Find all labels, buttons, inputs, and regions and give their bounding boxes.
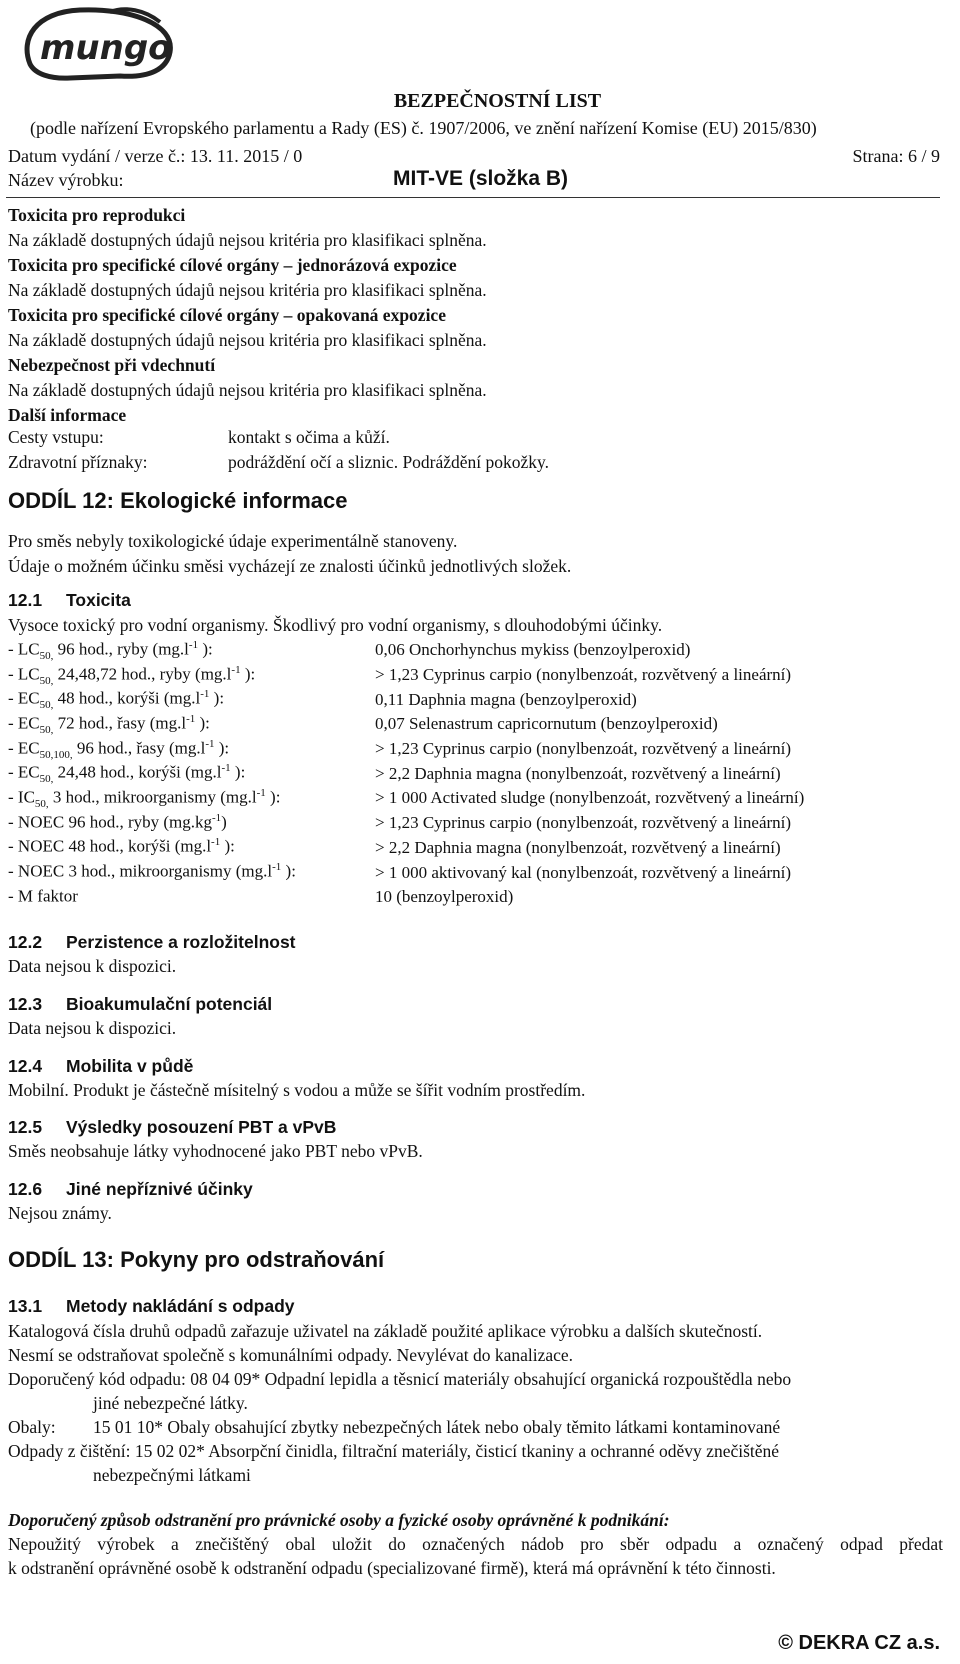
table-row — [8, 860, 804, 885]
endpoint-mid: 96 hod., ryby (mg.l — [53, 639, 189, 659]
value-cell: 0,07 Selenastrum capricornutum (benzoylperoxid) — [375, 714, 718, 734]
value-cell: > 1,23 Cyprinus carpio (nonylbenzoát, rozvětvený a lineární) — [375, 813, 792, 833]
subsection-heading — [8, 1179, 253, 1200]
table-row — [8, 712, 804, 737]
section-13-title: ODDÍL 13: Pokyny pro odstraňování — [8, 1247, 385, 1272]
endpoint-pre: - EC — [8, 713, 40, 733]
table-row — [8, 836, 804, 861]
subsection-title: Mobilita v půdě — [66, 1056, 194, 1076]
subsection-12-1-heading — [8, 590, 131, 611]
endpoint-sub: 50, — [39, 773, 54, 786]
table-row — [8, 885, 804, 910]
value-cell: 0,06 Onchorhynchus mykiss (benzoylperoxid) — [375, 640, 691, 660]
intro-line: Údaje o možném účinku směsi vycházejí ze znalosti účinků jednotlivých složek. — [8, 556, 572, 576]
endpoint-mid: 24,48 hod., korýši (mg.l — [53, 762, 222, 782]
value-cell: > 2,2 Daphnia magna (nonylbenzoát, rozvětvený a lineární) — [375, 837, 781, 857]
endpoint-pre: - LC — [8, 639, 40, 659]
subsection-title: Toxicita — [66, 590, 131, 610]
value-cell: > 2,2 Daphnia magna (nonylbenzoát, rozvětvený a lineární) — [375, 763, 781, 783]
endpoint-post: ): — [265, 787, 281, 807]
endpoint-sup: -1 — [221, 762, 231, 775]
endpoint-cell — [8, 712, 375, 737]
endpoint-cell — [8, 737, 375, 762]
endpoint-cell — [8, 811, 375, 836]
logo-text: mungo — [40, 28, 172, 68]
toxicity-summary: Vysoce toxický pro vodní organismy. Škodlivý pro vodní organismy, s dlouhodobými účinky. — [8, 615, 663, 635]
product-row — [8, 167, 940, 191]
table-row — [8, 786, 804, 811]
endpoint-sup: -1 — [186, 712, 196, 725]
tox-text: Na základě dostupných údajů nejsou kritéria pro klasifikaci splněna. — [8, 330, 487, 350]
subsection-text: Mobilní. Produkt je částečně mísitelný s vodou a může se šířit vodním prostředím. — [8, 1080, 586, 1100]
symptoms-value: podráždění očí a sliznic. Podráždění pokožky. — [228, 452, 550, 472]
endpoint-sup: -1 — [272, 861, 282, 873]
routes-label: Cesty vstupu: — [8, 427, 104, 447]
footer-copyright: © DEKRA CZ a.s. — [778, 1632, 940, 1654]
tox-heading: Toxicita pro specifické cílové orgány – jednorázová expozice — [8, 255, 457, 275]
value-cell: 10 (benzoylperoxid) — [375, 887, 514, 907]
subsection-number: 12.2 — [8, 932, 43, 952]
tox-items — [8, 203, 943, 428]
endpoint-sub: 50, — [34, 797, 49, 810]
endpoint-sub: 50, — [39, 723, 54, 736]
endpoint-mid: 3 hod., mikroorganismy (mg.l — [48, 787, 257, 807]
table-row — [8, 638, 804, 663]
endpoint-mid: 48 hod., korýši (mg.l — [53, 688, 201, 708]
waste-paragraph: Doporučený kód odpadu: 08 04 09* Odpadní lepidla a těsnicí materiály obsahující organická rozpouštědla nebo — [8, 1369, 792, 1389]
table-row — [8, 687, 804, 712]
symptoms-row — [8, 452, 550, 473]
endpoint-sup: -1 — [205, 737, 215, 750]
endpoint-sup: -1 — [188, 638, 199, 651]
endpoint-sup: -1 — [211, 811, 222, 824]
endpoint-post: ): — [220, 836, 235, 856]
endpoint-pre: - NOEC 48 hod., korýši (mg.l — [8, 836, 212, 856]
subsection-text: Nejsou známy. — [8, 1203, 112, 1223]
tox-text: Na základě dostupných údajů nejsou kritéria pro klasifikaci splněna. — [8, 230, 487, 250]
recommended-text: k odstranění oprávněné osobě k odstranění odpadu (specializované firmě), která má oprávnění k této činnosti. — [8, 1558, 776, 1578]
table-row — [8, 737, 804, 762]
subsection-title: Bioakumulační potenciál — [66, 994, 273, 1014]
endpoint-sub: 50,100, — [39, 748, 73, 761]
subsection-title: Jiné nepříznivé účinky — [66, 1179, 253, 1199]
endpoint-pre: - LC — [8, 664, 40, 684]
page-number: Strana: 6 / 9 — [852, 146, 940, 166]
subsection-number: 12.3 — [8, 994, 43, 1014]
subsection-text: Data nejsou k dispozici. — [8, 1018, 177, 1038]
endpoint-cell — [8, 687, 375, 712]
table-row — [8, 663, 804, 688]
endpoint-post: ): — [214, 738, 230, 758]
endpoint-mid: 96 hod., řasy (mg.l — [72, 738, 206, 758]
endpoint-post: ): — [240, 664, 256, 684]
tox-heading: Toxicita pro reprodukci — [8, 205, 186, 225]
endpoint-post: ): — [198, 639, 213, 659]
value-cell: > 1,23 Cyprinus carpio (nonylbenzoát, rozvětvený a lineární) — [375, 665, 792, 685]
subsection-number: 13.1 — [8, 1296, 43, 1316]
subsection-number: 12.4 — [8, 1056, 43, 1076]
tox-heading: Toxicita pro specifické cílové orgány – opakovaná expozice — [8, 305, 446, 325]
endpoint-post: ): — [209, 688, 225, 708]
subsection-heading — [8, 1056, 193, 1077]
section-12-intro — [8, 529, 943, 579]
toxicity-table — [8, 638, 804, 910]
subsection-13-1-heading — [8, 1296, 295, 1317]
tox-heading: Nebezpečnost při vdechnutí — [8, 355, 216, 375]
symptoms-label: Zdravotní příznaky: — [8, 452, 148, 472]
regulation-line: (podle nařízení Evropského parlamentu a Rady (ES) č. 1907/2006, ve znění nařízení Komise (EU) 2015/830) — [30, 118, 817, 138]
endpoint-post: ): — [281, 861, 296, 881]
mungo-logo — [10, 4, 180, 84]
endpoint-cell — [8, 786, 375, 811]
document-title: BEZPEČNOSTNÍ LIST — [393, 90, 602, 112]
recommended-text: Nepoužitý výrobek a znečištěný obal uložit do označených nádob pro sběr odpadu a označený odpad předat — [8, 1534, 943, 1554]
further-info-heading: Další informace — [8, 405, 127, 425]
product-label: Název výrobku: — [8, 170, 124, 190]
routes-row — [8, 427, 390, 448]
endpoint-pre: - EC — [8, 762, 40, 782]
endpoint-sup: -1 — [256, 786, 266, 799]
packaging-label: Obaly: — [8, 1417, 56, 1437]
subsection-number: 12.6 — [8, 1179, 43, 1199]
endpoint-mid: 24,48,72 hod., ryby (mg.l — [53, 664, 232, 684]
value-cell: > 1 000 aktivovaný kal (nonylbenzoát, rozvětvený a lineární) — [375, 862, 792, 882]
section-12-title: ODDÍL 12: Ekologické informace — [8, 488, 348, 513]
subsection-number: 12.1 — [8, 590, 43, 610]
endpoint-cell — [8, 761, 375, 786]
endpoint-cell — [8, 638, 375, 663]
subsection-number: 12.5 — [8, 1117, 43, 1137]
waste-methods — [8, 1319, 943, 1487]
subsection-heading — [8, 932, 296, 953]
endpoint-post: ): — [195, 713, 210, 733]
header-divider — [6, 197, 940, 198]
subsection-heading — [8, 1117, 336, 1138]
subsection-title: Metody nakládání s odpady — [66, 1296, 295, 1316]
endpoint-mid: 72 hod., řasy (mg.l — [53, 713, 187, 733]
packaging-text: 15 01 10* Obaly obsahující zbytky nebezpečných látek nebo obaly těmito látkami kontaminované — [93, 1417, 781, 1437]
endpoint-pre: - EC — [8, 738, 40, 758]
endpoint-sup: -1 — [231, 663, 241, 676]
recommended-disposal — [8, 1508, 943, 1580]
waste-paragraph: Katalogová čísla druhů odpadů zařazuje uživatel na základě použité aplikace výrobku a dalších skutečností. — [8, 1321, 763, 1341]
recommended-heading: Doporučený způsob odstranění pro právnické osoby a fyzické osoby oprávněné k podnikání: — [8, 1510, 670, 1530]
endpoint-sub: 50, — [39, 649, 54, 662]
endpoint-cell — [8, 836, 375, 861]
endpoint-pre: - NOEC 3 hod., mikroorganismy (mg.l — [8, 861, 273, 881]
issue-label: Datum vydání / verze č.: 13. 11. 2015 / 0 — [8, 146, 303, 166]
tox-text: Na základě dostupných údajů nejsou kritéria pro klasifikaci splněna. — [8, 380, 487, 400]
tox-text: Na základě dostupných údajů nejsou kritéria pro klasifikaci splněna. — [8, 280, 487, 300]
endpoint-sub: 50, — [39, 674, 54, 687]
endpoint-sub: 50, — [39, 699, 54, 712]
endpoint-cell — [8, 860, 375, 885]
table-row — [8, 761, 804, 786]
value-cell: > 1,23 Cyprinus carpio (nonylbenzoát, rozvětvený a lineární) — [375, 739, 792, 759]
subsection-title: Perzistence a rozložitelnost — [66, 932, 296, 952]
product-name: MIT-VE (složka B) — [393, 167, 569, 190]
table-row — [8, 811, 804, 836]
waste-paragraph: Odpady z čištění: 15 02 02* Absorpční činidla, filtrační materiály, čisticí tkaniny a ochranné oděvy znečištěné — [8, 1441, 780, 1461]
waste-paragraph: Nesmí se odstraňovat společně s komunálními odpady. Nevylévat do kanalizace. — [8, 1345, 574, 1365]
intro-line: Pro směs nebyly toxikologické údaje experimentálně stanoveny. — [8, 531, 458, 551]
endpoint-pre: - M faktor — [8, 886, 78, 906]
subsection-heading — [8, 994, 272, 1015]
endpoint-post: ) — [221, 812, 227, 832]
endpoint-pre: - IC — [8, 787, 35, 807]
packaging-row — [8, 1415, 943, 1439]
value-cell: 0,11 Daphnia magna (benzoylperoxid) — [375, 689, 637, 709]
subsection-text: Směs neobsahuje látky vyhodnocené jako PBT nebo vPvB. — [8, 1141, 423, 1161]
endpoint-sup: -1 — [211, 836, 221, 849]
routes-value: kontakt s očima a kůží. — [228, 427, 390, 447]
endpoint-cell — [8, 885, 375, 910]
subsection-title: Výsledky posouzení PBT a vPvB — [66, 1117, 337, 1137]
endpoint-pre: - EC — [8, 688, 40, 708]
endpoint-sup: -1 — [200, 688, 210, 701]
endpoint-pre: - NOEC 96 hod., ryby (mg.kg — [8, 812, 212, 832]
subsection-text: Data nejsou k dispozici. — [8, 956, 177, 976]
waste-paragraph-cont: jiné nebezpečné látky. — [93, 1393, 248, 1413]
waste-paragraph-cont: nebezpečnými látkami — [93, 1465, 251, 1485]
issue-row — [8, 146, 940, 167]
endpoint-cell — [8, 663, 375, 688]
endpoint-post: ): — [230, 762, 246, 782]
value-cell: > 1 000 Activated sludge (nonylbenzoát, rozvětvený a lineární) — [375, 788, 805, 808]
